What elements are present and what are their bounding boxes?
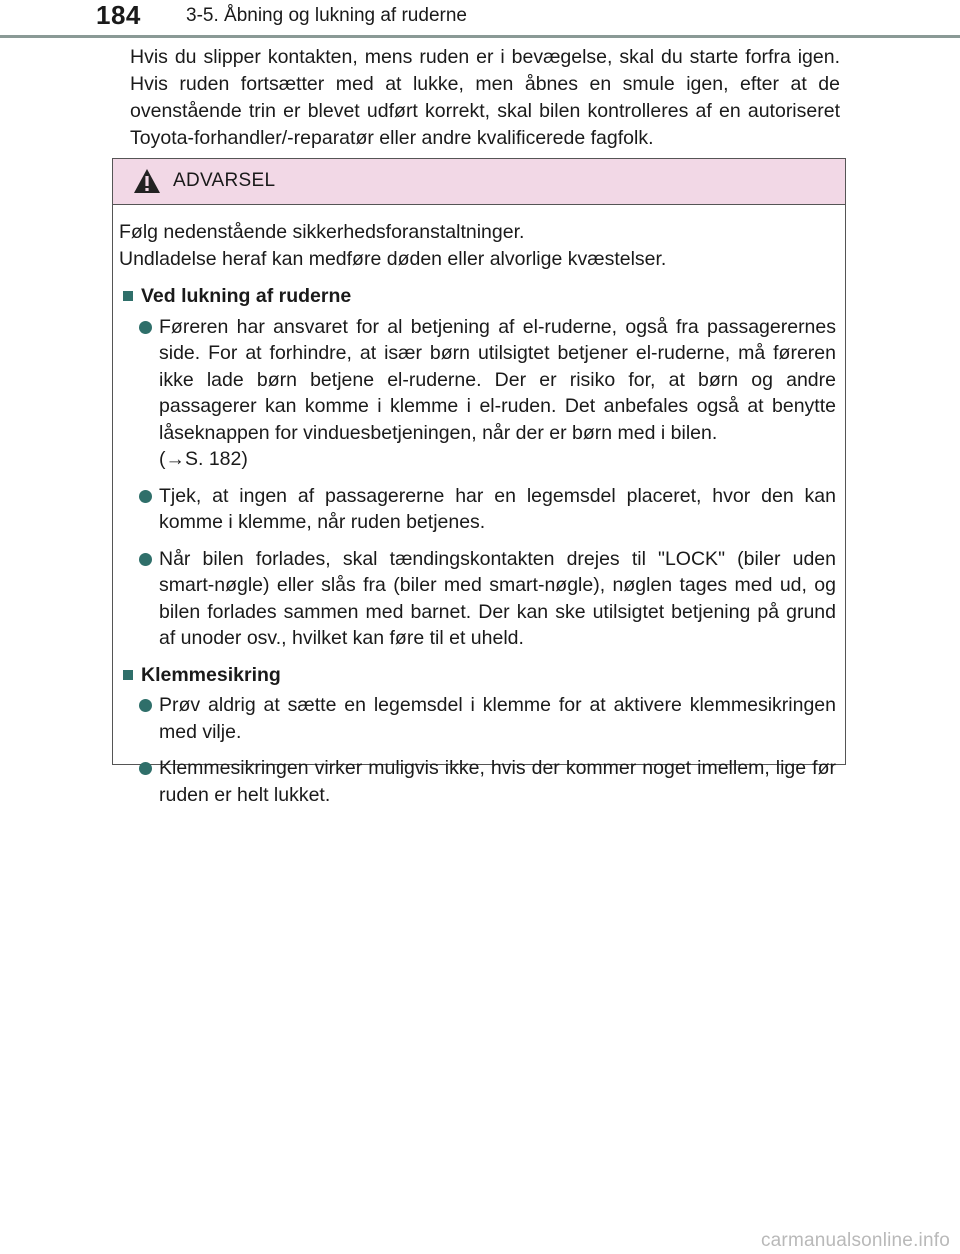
section-title: 3-5. Åbning og lukning af ruderne xyxy=(186,5,467,26)
warning-lead-line: Følg nedenstående sikkerhedsforanstaltninger. xyxy=(119,221,525,243)
list-item xyxy=(119,314,836,473)
warning-title: ADVARSEL xyxy=(173,170,276,191)
intro-paragraph: Hvis du slipper kontakten, mens ruden er i bevægelse, skal du starte forfra igen. Hvis ruden fortsætter med at lukke, men åbnes en smule igen, efter at de ovenstående trin er blevet udført korrekt, skal bilen kontrolleres af en autoriseret Toyota-forhandler/-reparatør eller andre kvalificerede fagfolk. xyxy=(130,46,840,149)
section-heading-closing xyxy=(119,283,836,310)
list-item-text: Føreren har ansvaret for al betjening af el-ruderne, også fra passagerernes side. For at forhindre, at især børn utilsigtet betjener el-ruderne, må føreren ikke lade børn betjene el-ruderne. Der er risiko for, at børn og andre passagerer kan komme i klemme i el-ruden. Det anbefales også at benytte låseknappen for vinduesbetjeningen, når der er børn med i bilen. xyxy=(159,315,836,444)
square-bullet-icon xyxy=(123,670,133,680)
warning-body xyxy=(113,205,845,808)
section-heading-label: Klemmesikring xyxy=(141,663,281,686)
round-bullet-icon xyxy=(139,762,152,775)
round-bullet-icon xyxy=(139,321,152,334)
square-bullet-icon xyxy=(123,291,133,301)
round-bullet-icon xyxy=(139,490,152,503)
list-item xyxy=(119,483,836,536)
list-item xyxy=(119,692,836,745)
page-number: 184 xyxy=(96,0,141,30)
list-item-text: Klemmesikringen virker muligvis ikke, hvis der kommer noget imellem, lige før ruden er helt lukket. xyxy=(159,757,836,806)
section-heading-label: Ved lukning af ruderne xyxy=(141,285,352,307)
warning-lead-line: Undladelse heraf kan medføre døden eller alvorlige kvæstelser. xyxy=(119,247,667,270)
list-item-text: Når bilen forlades, skal tændingskontakten drejes til "LOCK" (biler uden smart-nøgle) eller slås fra (biler med smart-nøgle), nøglen tages med ud, og bilen forlades sammen med barnet. Der kan ske utilsigtet betjening på grund af unoder osv., hvilket kan føre til et uheld. xyxy=(159,547,836,649)
round-bullet-icon xyxy=(139,699,152,712)
warning-box xyxy=(112,158,846,806)
page-reference: (→S. 182) xyxy=(159,448,248,470)
warning-triangle-icon xyxy=(133,168,161,194)
warning-lead xyxy=(119,219,836,272)
round-bullet-icon xyxy=(139,553,152,566)
list-item-text: Prøv aldrig at sætte en legemsdel i klemme for at aktivere klemmesikringen med vilje. xyxy=(159,694,836,743)
list-item xyxy=(119,755,836,808)
list-item-text: Tjek, at ingen af passagererne har en legemsdel placeret, hvor den kan komme i klemme, når ruden betjenes. xyxy=(159,484,836,533)
warning-header xyxy=(113,159,845,205)
list-item xyxy=(119,546,836,652)
section-heading-pinch-protection xyxy=(119,662,836,689)
header-divider xyxy=(0,35,960,38)
watermark-link[interactable]: carmanualsonline.info xyxy=(760,1230,950,1251)
